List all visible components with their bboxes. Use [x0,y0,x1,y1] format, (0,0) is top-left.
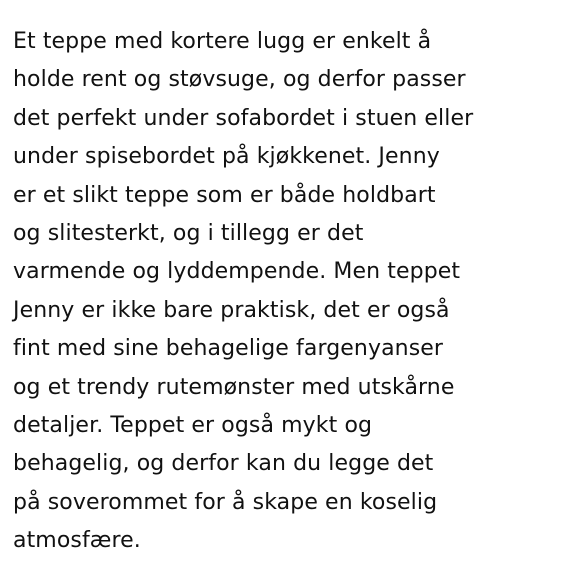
description-line: atmosfære. [13,528,141,554]
description-line: Et teppe med kortere lugg er enkelt å [13,29,432,54]
description-line: under spisebordet på kjøkkenet. Jenny [13,144,440,170]
description-line: behagelig, og derfor kan du legge det [13,451,434,477]
description-line: Jenny er ikke bare praktisk, det er også [13,297,450,323]
description-line: på soverommet for å skape en koselig [13,489,438,515]
description-line: og et trendy rutemønster med utskårne [13,374,455,400]
description-line: varmende og lyddempende. Men teppet [13,259,461,285]
description-line: holde rent og støvsuge, og derfor passer [13,67,466,93]
product-description [13,23,553,561]
description-line: fint med sine behagelige fargenyanser [13,336,444,362]
description-line: det perfekt under sofabordet i stuen eller [13,105,474,131]
description-line: detaljer. Teppet er også mykt og [13,413,373,439]
description-line: er et slikt teppe som er både holdbart [13,182,436,208]
description-line: og slitesterkt, og i tillegg er det [13,221,364,247]
